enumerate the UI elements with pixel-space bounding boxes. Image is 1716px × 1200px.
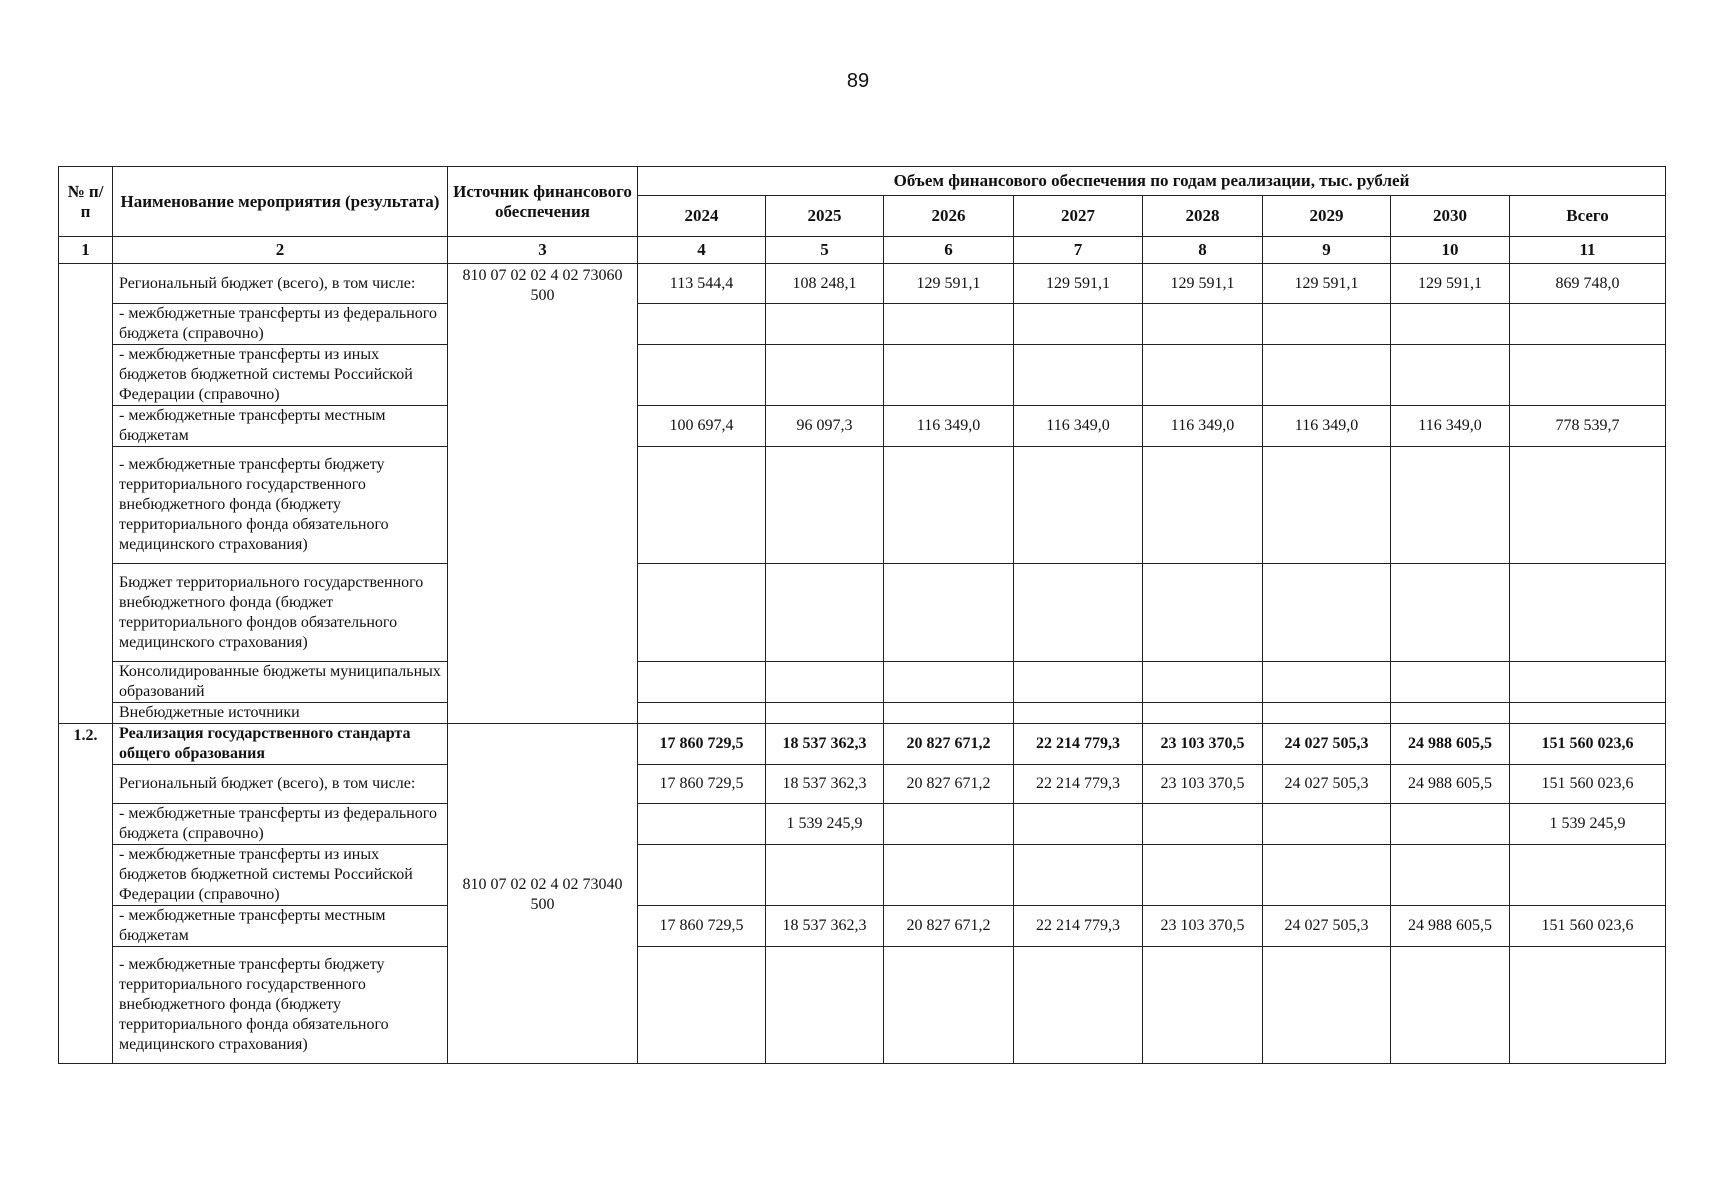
header-year: 2030 [1391,196,1510,237]
value-cell: 129 591,1 [1014,264,1143,304]
column-number: 10 [1391,237,1510,264]
value-cell [1143,804,1263,845]
value-cell: 108 248,1 [766,264,884,304]
value-cell: 24 027 505,3 [1263,724,1391,765]
table-row [59,447,1666,564]
value-total [1510,564,1666,662]
table-row [59,406,1666,447]
table-row [59,703,1666,724]
header-year: 2025 [766,196,884,237]
value-cell [766,662,884,703]
value-cell [1263,345,1391,406]
value-cell [1263,947,1391,1064]
row-name: Реализация государственного стандарта общего образования [113,724,448,765]
table-row [59,765,1666,804]
row-name: - межбюджетные трансферты из иных бюджетов бюджетной системы Российской Федерации (справочно) [113,345,448,406]
value-cell [1391,804,1510,845]
value-cell [1263,804,1391,845]
value-cell [1263,564,1391,662]
table-row [59,304,1666,345]
value-cell [1014,662,1143,703]
value-cell [1263,845,1391,906]
value-cell [1391,564,1510,662]
value-cell [1263,662,1391,703]
value-cell: 100 697,4 [638,406,766,447]
value-cell [1263,304,1391,345]
value-cell: 20 827 671,2 [884,724,1014,765]
column-number: 2 [113,237,448,264]
column-numbers-row [59,237,1666,264]
value-cell: 24 988 605,5 [1391,906,1510,947]
table-row [59,845,1666,906]
value-cell [1014,304,1143,345]
column-number: 7 [1014,237,1143,264]
row-name: - межбюджетные трансферты из федерального бюджета (справочно) [113,804,448,845]
value-cell: 96 097,3 [766,406,884,447]
value-cell [1143,564,1263,662]
value-cell: 129 591,1 [1143,264,1263,304]
value-cell [766,447,884,564]
value-cell: 113 544,4 [638,264,766,304]
value-cell [766,947,884,1064]
value-cell [1014,703,1143,724]
column-number: 5 [766,237,884,264]
row-name: - межбюджетные трансферты бюджету территориального государственного внебюджетного фонда (бюджету территориального фонда обязательного медицинского страхования) [113,447,448,564]
value-total: 151 560 023,6 [1510,724,1666,765]
value-cell [1391,345,1510,406]
column-number: 8 [1143,237,1263,264]
value-cell [1014,845,1143,906]
row-name: Региональный бюджет (всего), в том числе: [113,765,448,804]
value-cell [1014,564,1143,662]
row-name: - межбюджетные трансферты из иных бюджетов бюджетной системы Российской Федерации (справочно) [113,845,448,906]
value-cell: 22 214 779,3 [1014,906,1143,947]
column-number: 11 [1510,237,1666,264]
value-cell: 116 349,0 [1391,406,1510,447]
row-name: Консолидированные бюджеты муниципальных образований [113,662,448,703]
value-cell: 20 827 671,2 [884,765,1014,804]
value-cell [1143,703,1263,724]
table-row [59,906,1666,947]
value-cell: 129 591,1 [1391,264,1510,304]
value-cell [638,845,766,906]
value-total [1510,447,1666,564]
value-cell [1014,804,1143,845]
finance-table [58,166,1666,1064]
value-total [1510,662,1666,703]
value-cell: 23 103 370,5 [1143,765,1263,804]
value-total: 869 748,0 [1510,264,1666,304]
column-number: 3 [448,237,638,264]
value-total [1510,345,1666,406]
header-col-source: Источник финансового обеспечения [448,167,638,237]
value-cell: 129 591,1 [1263,264,1391,304]
row-name: - межбюджетные трансферты местным бюджетам [113,906,448,947]
value-cell [638,564,766,662]
value-cell [1014,947,1143,1064]
value-cell [884,662,1014,703]
value-cell: 116 349,0 [884,406,1014,447]
value-cell [1263,447,1391,564]
value-cell: 22 214 779,3 [1014,765,1143,804]
value-total [1510,947,1666,1064]
value-cell [884,564,1014,662]
row-name: Бюджет территориального государственного внебюджетного фонда (бюджет территориального фондов обязательного медицинского страхования) [113,564,448,662]
row-index: 1.2. [59,724,113,1064]
table-row [59,264,1666,304]
header-col-volume: Объем финансового обеспечения по годам реализации, тыс. рублей [638,167,1666,196]
value-cell [884,345,1014,406]
source-code: 810 07 02 02 4 02 73040 500 [448,724,638,1064]
table-row [59,662,1666,703]
finance-table-container [58,166,1666,1064]
value-cell: 22 214 779,3 [1014,724,1143,765]
value-cell [766,345,884,406]
value-cell [884,804,1014,845]
value-cell: 20 827 671,2 [884,906,1014,947]
value-cell [884,947,1014,1064]
value-cell [1014,345,1143,406]
value-cell: 24 988 605,5 [1391,724,1510,765]
value-cell [884,703,1014,724]
column-number: 1 [59,237,113,264]
value-total: 151 560 023,6 [1510,765,1666,804]
value-cell: 1 539 245,9 [766,804,884,845]
header-year: 2024 [638,196,766,237]
row-name: - межбюджетные трансферты местным бюджетам [113,406,448,447]
value-cell [766,845,884,906]
value-total [1510,845,1666,906]
header-total: Всего [1510,196,1666,237]
value-cell [1263,703,1391,724]
row-name: - межбюджетные трансферты бюджету территориального государственного внебюджетного фонда (бюджету территориального фонда обязательного медицинского страхования) [113,947,448,1064]
value-cell [1014,447,1143,564]
header-year: 2026 [884,196,1014,237]
source-code: 810 07 02 02 4 02 73060 500 [448,264,638,724]
value-cell [766,304,884,345]
value-cell: 17 860 729,5 [638,765,766,804]
value-cell [884,304,1014,345]
table-row [59,724,1666,765]
value-cell: 129 591,1 [884,264,1014,304]
value-cell [638,304,766,345]
value-cell [1143,947,1263,1064]
value-cell [1391,304,1510,345]
value-cell [1391,447,1510,564]
value-cell [1391,947,1510,1064]
value-cell: 116 349,0 [1014,406,1143,447]
value-cell: 24 027 505,3 [1263,765,1391,804]
value-cell [638,447,766,564]
header-year: 2029 [1263,196,1391,237]
value-cell: 24 988 605,5 [1391,765,1510,804]
table-row [59,947,1666,1064]
value-cell [884,845,1014,906]
column-number: 4 [638,237,766,264]
value-cell [884,447,1014,564]
column-number: 6 [884,237,1014,264]
value-cell: 17 860 729,5 [638,906,766,947]
value-cell [1143,662,1263,703]
value-cell [1143,845,1263,906]
row-name: Региональный бюджет (всего), в том числе: [113,264,448,304]
table-row [59,564,1666,662]
value-cell: 23 103 370,5 [1143,906,1263,947]
value-cell: 116 349,0 [1263,406,1391,447]
value-cell [1143,345,1263,406]
value-total: 1 539 245,9 [1510,804,1666,845]
value-cell [638,947,766,1064]
value-cell [1391,662,1510,703]
row-name: Внебюджетные источники [113,703,448,724]
page-number: 89 [846,70,870,92]
value-cell [1143,304,1263,345]
value-cell [1143,447,1263,564]
table-row [59,345,1666,406]
value-cell: 18 537 362,3 [766,906,884,947]
table-row [59,804,1666,845]
value-total [1510,703,1666,724]
value-cell [766,564,884,662]
value-total: 778 539,7 [1510,406,1666,447]
header-col-num: № п/п [59,167,113,237]
value-cell: 116 349,0 [1143,406,1263,447]
header-col-name: Наименование мероприятия (результата) [113,167,448,237]
value-total: 151 560 023,6 [1510,906,1666,947]
header-year: 2027 [1014,196,1143,237]
value-cell [638,703,766,724]
value-cell [638,804,766,845]
row-name: - межбюджетные трансферты из федерального бюджета (справочно) [113,304,448,345]
header-year: 2028 [1143,196,1263,237]
table-body [59,264,1666,1064]
value-cell: 18 537 362,3 [766,765,884,804]
value-cell: 24 027 505,3 [1263,906,1391,947]
value-cell: 23 103 370,5 [1143,724,1263,765]
value-total [1510,304,1666,345]
value-cell: 18 537 362,3 [766,724,884,765]
value-cell [1391,845,1510,906]
column-number: 9 [1263,237,1391,264]
row-index [59,264,113,724]
value-cell [1391,703,1510,724]
value-cell [638,345,766,406]
value-cell [638,662,766,703]
value-cell [766,703,884,724]
value-cell: 17 860 729,5 [638,724,766,765]
header-row-1 [59,167,1666,196]
